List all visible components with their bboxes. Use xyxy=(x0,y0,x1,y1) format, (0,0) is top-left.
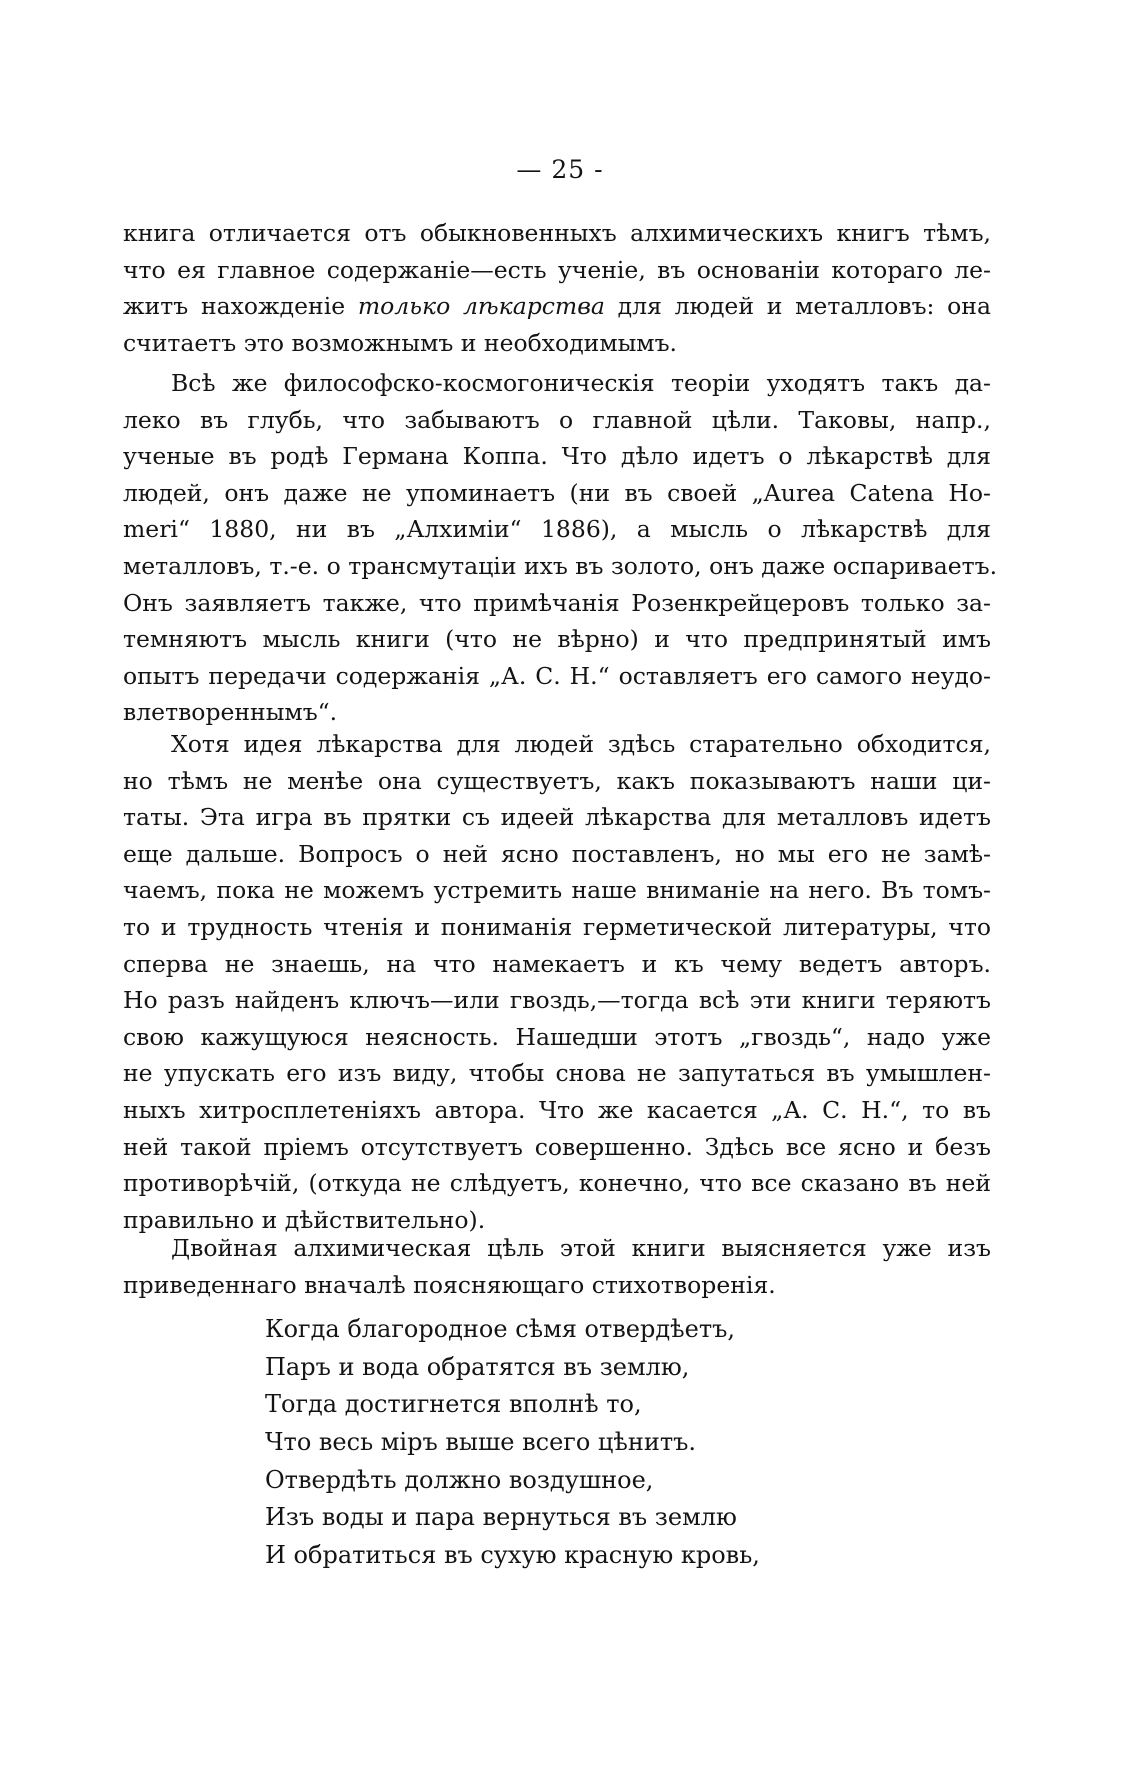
verse-line: Паръ и вода обратятся въ землю, xyxy=(265,1352,690,1381)
paragraph-4 xyxy=(123,1230,991,1303)
paragraph-line: не упускать его изъ виду, чтобы снова не запутаться въ умышлен- xyxy=(123,1059,991,1088)
paragraph-3 xyxy=(123,726,991,1238)
paragraph-line: леко въ глубь, что забываютъ о главной цѣли. Таковы, напр., xyxy=(123,405,991,434)
verse-line: Что весь міръ выше всего цѣнитъ. xyxy=(265,1428,697,1457)
verse-line: Изъ воды и пара вернуться въ землю xyxy=(265,1503,737,1532)
paragraph-line: еще дальше. Вопросъ о ней ясно поставленъ, но мы его не замѣ- xyxy=(123,839,991,868)
paragraph-line: приведеннаго вначалѣ поясняющаго стихотворенія. xyxy=(123,1270,776,1299)
paragraph-line: опытъ передачи содержанія „А. С. Н.“ оставляетъ его самого неудо- xyxy=(123,661,991,690)
paragraph-1 xyxy=(123,215,991,361)
paragraph-line: металловъ, т.-е. о трансмутаціи ихъ въ золото, онъ даже оспариваетъ. xyxy=(123,551,998,580)
paragraph-line: житъ нахожденіе только лѣкарства для людей и металловъ: она xyxy=(123,292,991,321)
paragraph-line: чаемъ, пока не можемъ устремить наше вниманіе на него. Въ томъ- xyxy=(123,876,991,905)
paragraph-line: Но разъ найденъ ключъ—или гвоздь,—тогда всѣ эти книги теряютъ xyxy=(123,986,991,1015)
paragraph-2 xyxy=(123,365,998,731)
page-number: — 25 - xyxy=(516,155,604,184)
verse-line: Когда благородное сѣмя отвердѣетъ, xyxy=(265,1315,735,1343)
paragraph-line: противорѣчій, (откуда не слѣдуетъ, конечно, что все сказано въ ней xyxy=(123,1169,991,1198)
paragraph-line: meri“ 1880, ни въ „Алхиміи“ 1886), а мысль о лѣкарствѣ для xyxy=(123,515,991,544)
italic-emphasis: только лѣкарства xyxy=(357,292,605,321)
paragraph-line: свою кажущуюся неясность. Нашедши этотъ „гвоздь“, надо уже xyxy=(123,1022,991,1051)
verse-line: Отвердѣть должно воздушное, xyxy=(265,1465,654,1494)
verse-block xyxy=(265,1311,760,1575)
paragraph-line: сперва не знаешь, на что намекаетъ и къ чему ведетъ авторъ. xyxy=(123,949,991,978)
paragraph-line: Онъ заявляетъ также, что примѣчанія Розенкрейцеровъ только за- xyxy=(123,588,991,617)
paragraph-line: Двойная алхимическая цѣль этой книги выясняется уже изъ xyxy=(171,1234,991,1262)
verse-line: И обратиться въ сухую красную кровь, xyxy=(265,1541,760,1570)
paragraph-line: но тѣмъ не менѣе она существуетъ, какъ показываютъ наши ци- xyxy=(123,766,991,795)
paragraph-line: людей, онъ даже не упоминаетъ (ни въ своей „Aurea Catena Ho- xyxy=(123,478,991,507)
paragraph-line: правильно и дѣйствительно). xyxy=(123,1205,486,1234)
verse-line: Тогда достигнется вполнѣ то, xyxy=(265,1390,642,1419)
paragraph-line: темняютъ мысль книги (что не вѣрно) и что предпринятый имъ xyxy=(123,625,991,654)
paragraph-line: книга отличается отъ обыкновенныхъ алхимическихъ книгъ тѣмъ, xyxy=(123,219,991,247)
paragraph-line: ученые въ родѣ Германа Коппа. Что дѣло идетъ о лѣкарствѣ для xyxy=(123,442,991,471)
paragraph-line: то и трудность чтенія и пониманія герметической литературы, что xyxy=(123,912,991,941)
paragraph-line: считаетъ это возможнымъ и необходимымъ. xyxy=(123,328,678,357)
paragraph-line: ныхъ хитросплетеніяхъ автора. Что же касается „А. С. Н.“, то въ xyxy=(123,1095,991,1124)
paragraph-line: Хотя идея лѣкарства для людей здѣсь старательно обходится, xyxy=(171,730,991,758)
paragraph-line: что ея главное содержаніе—есть ученіе, въ основаніи котораго ле- xyxy=(123,255,991,284)
paragraph-line: влетвореннымъ“. xyxy=(123,698,338,727)
paragraph-line: ней такой пріемъ отсутствуетъ совершенно. Здѣсь все ясно и безъ xyxy=(123,1132,991,1161)
paragraph-line: таты. Эта игра въ прятки съ идеей лѣкарства для металловъ идетъ xyxy=(123,803,991,832)
paragraph-line: Всѣ же философско-космогоническія теоріи уходятъ такъ да- xyxy=(171,369,991,397)
